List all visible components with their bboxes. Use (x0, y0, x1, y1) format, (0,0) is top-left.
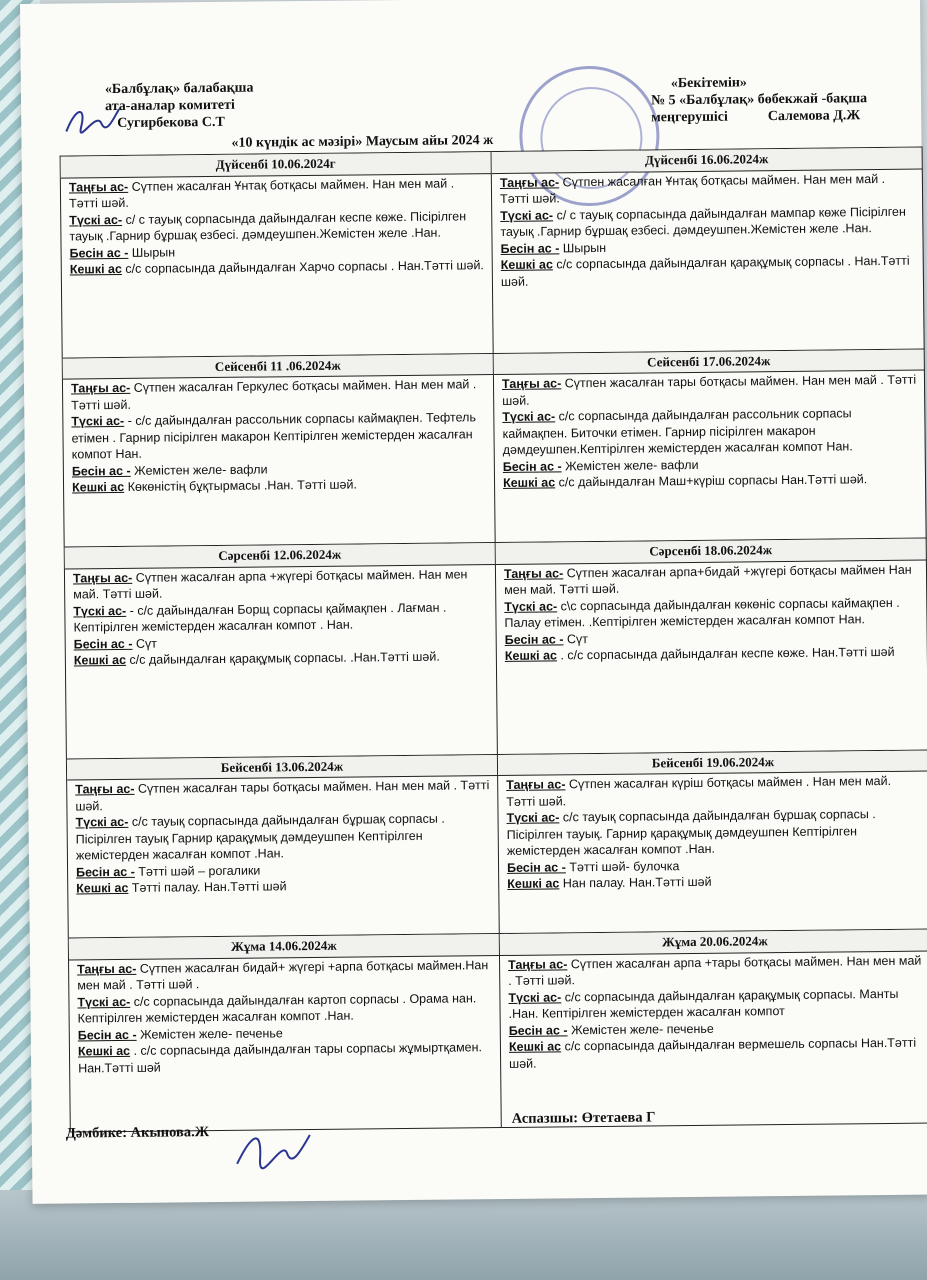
day-menu: Таңғы ас- Сүтпен жасалған арпа+бидай +жүгері ботқасы маймен Нан мен май. Тәтті шәй. Түскі ас- с\с сорпасында дайындалған көкөніс сорпасы каймақпен . Палау етімен. .Кептірілген жемістерден жасалған компот Нан. Бесін ас - Сүт Кешкі ас . с/с сорпасында дайындалған кеспе көже. Нан.Тәтті шәй (496, 560, 927, 755)
day-menu: Таңғы ас- Сүтпен жасалған Ұнтақ ботқасы маймен. Нан мен май . Тәтті шәй. Түскі ас- с/ с тауық сорпасында дайындалған кеспе көже. Пісірілген тауық .Гарнир бұршақ езбесі. дәмдеушпен.Жемістен желе .Нан. Бесін ас - Шырын Кешкі ас с/с сорпасында дайындалған Харчо сорпасы . Нан.Тәтті шәй. (61, 174, 494, 359)
day-title: Сәрсенбі 18.06.2024ж (496, 539, 927, 565)
day-title: Сейсенбі 11 .06.2024ж (63, 354, 494, 380)
day-menu: Таңғы ас- Сүтпен жасалған Ұнтақ ботқасы маймен. Нан мен май . Тәтті шәй. Түскі ас- с/ с тауық сорпасында дайындалған мампар көже Пісірілген тауық .Гарнир бұршақ езбесі. дәмдеушпен.Жемістен желе .Нан. Бесін ас - Шырын Кешкі ас с/с сорпасында дайындалған қарақұмық сорпасы . Нан.Тәтті шәй. (492, 169, 925, 354)
day-menu: Таңғы ас- Сүтпен жасалған тары ботқасы маймен. Нан мен май . Тәтті шәй. Түскі ас- с/с сорпасында дайындалған рассольник сорпасы каймақпен. Биточки етімен. Гарнир пісірілген макарон дәмдеушпен.Кептірілген жемістерден жасалған компот Нан. Бесін ас - Жемістен желе- вафли Кешкі ас с/с дайындалған Маш+күріш сорпасы Нан.Тәтті шәй. (494, 371, 927, 544)
nurse-signature (232, 1123, 313, 1174)
day-menu: Таңғы ас- Сүтпен жасалған Геркулес ботқасы маймен. Нан мен май . Тәтті шәй. Түскі ас- - с/с дайындалған рассольник сорпасы каймақпен. Тефтель етімен . Гарнир пісірілген макарон Кептірілген жемістерден жасалған компот Нан. Бесін ас - Жемістен желе- вафли Кешкі ас Көкөністің бұқтырмасы .Нан. Тәтті шәй. (63, 375, 496, 548)
day-title: Сейсенбі 17.06.2024ж (494, 349, 925, 375)
nurse-signature-line: Дәмбике: Акынова.Ж (65, 1124, 210, 1142)
approval-block: «Бекітемін» № 5 «Балбұлақ» бөбекжай -бақша меңгерушісі Салемова Д.Ж (650, 75, 868, 126)
day-title: Бейсенбі 13.06.2024ж (67, 755, 498, 781)
day-menu: Таңғы ас- Сүтпен жасалған күріш ботқасы маймен . Нан мен май. Тәтті шәй. Түскі ас- с/с тауық сорпасында дайындалған бұршақ сорпасы . Пісірілген тауық. Гарнир қарақұмық дәмдеушпен Кептірілген жемістерден жасалған компот .Нан. Бесін ас - Тәтті шәй- булочка Кешкі ас Нан палау. Нан.Тәтті шәй (498, 772, 927, 935)
day-title: Жұма 20.06.2024ж (500, 930, 927, 956)
committee-signature (61, 101, 121, 142)
day-title: Дүйсенбі 10.06.2024г (61, 152, 492, 178)
day-menu: Таңғы ас- Сүтпен жасалған бидай+ жүгері +арпа ботқасы маймен.Нан мен май . Тәтті шәй . Түскі ас- с/с сорпасында дайындалған картоп сорпасы . Орама нан. Кептірілген жемістерден жасалған компот .Нан. Бесін ас - Жемістен желе- печенье Кешкі ас . с/с сорпасында дайындалған тары сорпасы жұмыртқамен. Нан.Тәтті шәй (69, 956, 502, 1133)
menu-title: «10 күндік ас мәзірі» Маусым айы 2024 ж (231, 133, 494, 151)
day-menu: Таңғы ас- Сүтпен жасалған арпа +жүгері ботқасы маймен. Нан мен май. Тәтті шәй. Түскі ас- - с/с дайындалған Борщ сорпасы қаймақпен . Лағман . Кептірілген жемістерден жасалған компот . Нан. Бесін ас - Сүт Кешкі ас с/с дайындалған қарақұмық сорпасы. .Нан.Тәтті шәй. (65, 565, 498, 760)
day-title: Дүйсенбі 16.06.2024ж (492, 148, 923, 174)
committee-block: «Балбұлақ» балабақша ата-аналар комитеті Сугирбекова С.Т (104, 80, 254, 131)
day-menu: Таңғы ас- Сүтпен жасалған тары ботқасы маймен. Нан мен май . Тәтті шәй. Түскі ас- с/с тауық сорпасында дайындалған бұршақ сорпасы . Пісірілген тауық Гарнир қарақұмық дәмдеушпен Кептірілген жемістерден жасалған компот .Нан. Бесін ас - Тәтті шәй – рогалики Кешкі ас Тәтті палау. Нан.Тәтті шәй (67, 776, 500, 939)
day-title: Бейсенбі 19.06.2024ж (498, 750, 927, 776)
menu-table (60, 147, 927, 1132)
day-title: Жұма 14.06.2024ж (69, 934, 500, 960)
cook-signature-line: Аспазшы: Өтетаева Г (511, 1109, 656, 1127)
day-menu: Таңғы ас- Сүтпен жасалған арпа +тары ботқасы маймен. Нан мен май . Тәтті шәй. Түскі ас- с/с сорпасында дайындалған қарақұмық сорпасы. Манты .Нан. Кептірілген жемістерден жасалған компот Бесін ас - Жемістен желе- печенье Кешкі ас с/с сорпасында дайындалған вермешель сорпасы Нан.Тәтті шәй. (500, 951, 927, 1128)
menu-document (20, 0, 927, 1204)
day-title: Сәрсенбі 12.06.2024ж (65, 543, 496, 569)
table-surface (0, 1190, 927, 1280)
